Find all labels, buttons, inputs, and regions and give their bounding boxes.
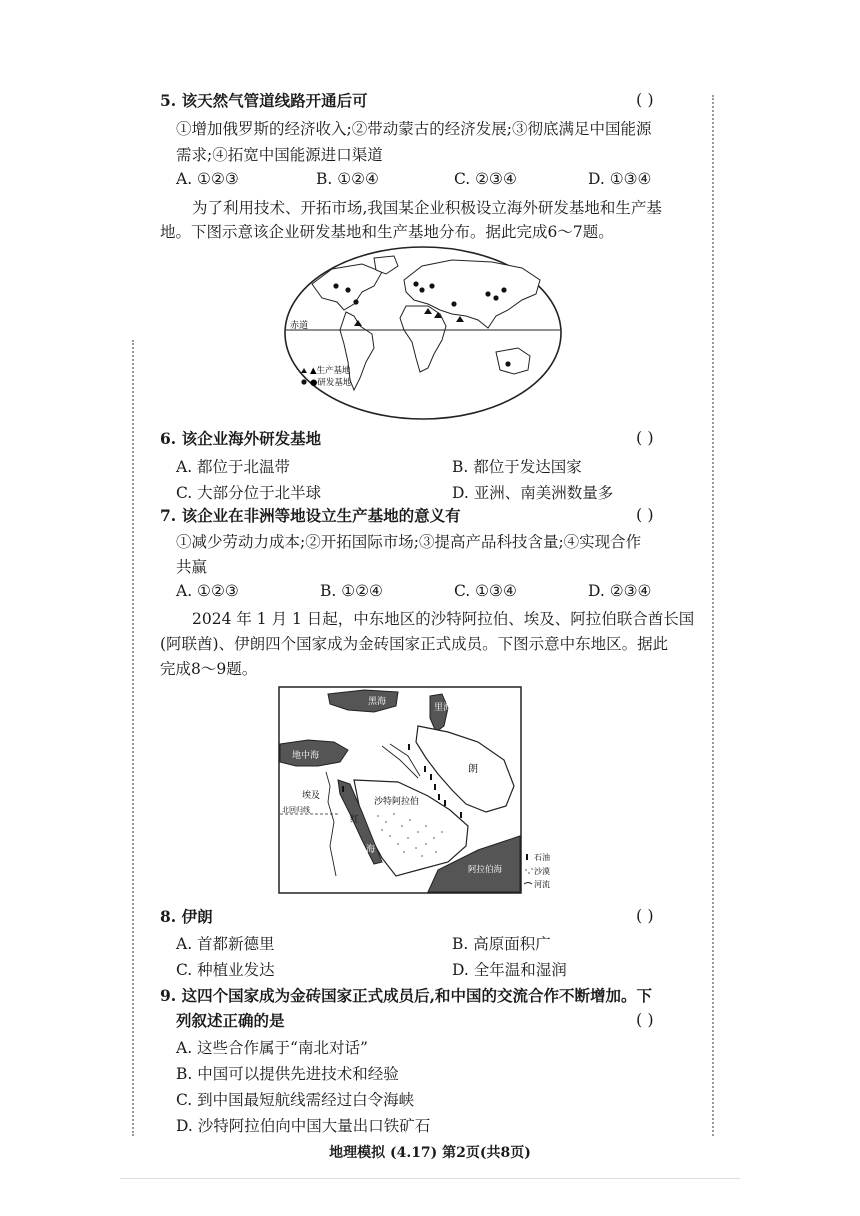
- rd-base-marker: [413, 281, 418, 286]
- q5-choices-line2: 需求;④拓宽中国能源进口渠道: [176, 146, 383, 164]
- oil-marker: [342, 786, 344, 792]
- q6-option-d[interactable]: D. 亚洲、南美洲数量多: [452, 484, 614, 502]
- intro67-line1: 为了利用技术、开拓市场,我国某企业积极设立海外研发基地和生产基: [192, 199, 662, 217]
- desert-dot: [389, 835, 391, 837]
- oil-marker: [438, 794, 440, 800]
- legend-desert-dot: [528, 872, 530, 874]
- desert-dot: [403, 851, 405, 853]
- label-egypt: 埃及: [302, 791, 321, 801]
- q9-stem-line2: 列叙述正确的是: [176, 1011, 285, 1030]
- legend-production: ▲生产基地: [310, 366, 351, 376]
- legend-desert: 沙漠: [534, 867, 550, 876]
- label-red-sea-1: 红: [350, 815, 360, 825]
- q9-option-d[interactable]: D. 沙特阿拉伯向中国大量出口铁矿石: [176, 1117, 431, 1135]
- q5-option-b[interactable]: B. ①②④: [316, 170, 379, 188]
- desert-dot: [415, 847, 417, 849]
- q9-answer-paren[interactable]: ( ): [636, 1010, 654, 1029]
- desert-dot: [385, 821, 387, 823]
- legend-desert-dot: [525, 869, 527, 871]
- q6-option-c[interactable]: C. 大部分位于北半球: [176, 484, 322, 502]
- q7-option-a[interactable]: A. ①②③: [176, 582, 239, 600]
- desert-dot: [425, 825, 427, 827]
- q9-stem-line1: 9. 这四个国家成为金砖国家正式成员后,和中国的交流合作不断增加。下: [160, 986, 652, 1005]
- oil-marker: [408, 744, 410, 750]
- desert-dot: [433, 837, 435, 839]
- desert-dot: [417, 831, 419, 833]
- q6-option-a[interactable]: A. 都位于北温带: [176, 458, 291, 476]
- rd-base-marker: [419, 287, 424, 292]
- q6-answer-paren[interactable]: ( ): [636, 428, 654, 447]
- q7-stem: 7. 该企业在非洲等地设立生产基地的意义有: [160, 506, 461, 525]
- intro67-line2: 地。下图示意该企业研发基地和生产基地分布。据此完成6～7题。: [160, 223, 614, 241]
- footer-divider: [120, 1178, 740, 1179]
- label-red-sea-2: 海: [366, 845, 376, 855]
- q5-choices-line1: ①增加俄罗斯的经济收入;②带动蒙古的经济发展;③彻底满足中国能源: [176, 120, 652, 138]
- q7-option-b[interactable]: B. ①②④: [320, 582, 383, 600]
- q9-option-b[interactable]: B. 中国可以提供先进技术和经验: [176, 1065, 399, 1083]
- legend-desert-dot: [531, 868, 533, 870]
- label-black-sea: 黑海: [368, 697, 387, 707]
- legend-rd-icon: [301, 379, 306, 384]
- oil-marker: [430, 774, 432, 780]
- q5-option-a[interactable]: A. ①②③: [176, 170, 239, 188]
- q9-option-c[interactable]: C. 到中国最短航线需经过白令海峡: [176, 1091, 415, 1109]
- intro89-line3: 完成8～9题。: [160, 660, 258, 678]
- label-saudi: 沙特阿拉伯: [374, 797, 420, 807]
- legend-oil-icon: [526, 854, 528, 860]
- middle-east-map: [278, 686, 568, 896]
- desert-dot: [393, 813, 395, 815]
- q8-stem: 8. 伊朗: [160, 907, 213, 926]
- label-arabian-sea: 阿拉伯海: [468, 865, 503, 875]
- rd-base-marker: [345, 287, 350, 292]
- intro89-line2: (阿联酋)、伊朗四个国家成为金砖国家正式成员。下图示意中东地区。据此: [160, 635, 669, 653]
- equator-label: 赤道: [290, 321, 309, 331]
- desert-dot: [377, 815, 379, 817]
- rd-base-marker: [485, 291, 490, 296]
- desert-dot: [435, 851, 437, 853]
- q5-answer-paren[interactable]: ( ): [636, 90, 654, 109]
- oil-marker: [424, 766, 426, 772]
- desert-dot: [407, 837, 409, 839]
- binding-line-left: [132, 340, 134, 1136]
- label-tropic: 北回归线: [282, 806, 310, 814]
- q8-answer-paren[interactable]: ( ): [636, 906, 654, 925]
- rd-base-marker: [493, 295, 498, 300]
- label-iran: 朗: [468, 764, 478, 775]
- legend-oil: 石油: [534, 853, 550, 862]
- label-mediterranean: 地中海: [292, 751, 320, 761]
- q8-option-b[interactable]: B. 高原面积广: [452, 935, 551, 953]
- oil-marker: [444, 800, 446, 806]
- q7-choices-line1: ①减少劳动力成本;②开拓国际市场;③提高产品科技含量;④实现合作: [176, 533, 642, 551]
- desert-dot: [397, 843, 399, 845]
- rd-base-marker: [451, 301, 456, 306]
- q9-option-a[interactable]: A. 这些合作属于“南北对话”: [176, 1039, 368, 1057]
- desert-dot: [441, 831, 443, 833]
- q8-option-d[interactable]: D. 全年温和湿润: [452, 961, 567, 979]
- q7-answer-paren[interactable]: ( ): [636, 505, 654, 524]
- desert-dot: [425, 843, 427, 845]
- q5-option-d[interactable]: D. ①③④: [588, 170, 652, 188]
- binding-line-right: [712, 95, 714, 1136]
- legend-river-icon: [524, 883, 532, 885]
- legend-desert-icon: [525, 868, 533, 874]
- q7-choices-line2: 共赢: [176, 558, 208, 576]
- legend-river: 河流: [534, 880, 550, 889]
- label-caspian: 里海: [434, 703, 453, 713]
- desert-dot: [421, 855, 423, 857]
- desert-dot: [401, 825, 403, 827]
- intro89-line1: 2024 年 1 月 1 日起，中东地区的沙特阿拉伯、埃及、阿拉伯联合酋长国: [192, 610, 695, 628]
- q5-option-c[interactable]: C. ②③④: [454, 170, 517, 188]
- q6-stem: 6. 该企业海外研发基地: [160, 429, 322, 448]
- q6-option-b[interactable]: B. 都位于发达国家: [452, 458, 582, 476]
- desert-dot: [409, 819, 411, 821]
- q8-option-a[interactable]: A. 首都新德里: [176, 935, 275, 953]
- q5-stem: 5. 该天然气管道线路开通后可: [160, 91, 368, 110]
- q7-option-d[interactable]: D. ②③④: [588, 582, 652, 600]
- rd-base-marker: [353, 299, 358, 304]
- oil-marker: [460, 812, 462, 818]
- q7-option-c[interactable]: C. ①③④: [454, 582, 517, 600]
- rd-base-marker: [429, 283, 434, 288]
- q8-option-c[interactable]: C. 种植业发达: [176, 961, 275, 979]
- rd-base-marker: [505, 361, 510, 366]
- desert-dot: [381, 829, 383, 831]
- oil-marker: [434, 784, 436, 790]
- legend-rd: ●研发基地: [310, 378, 352, 388]
- rd-base-marker: [501, 287, 506, 292]
- rd-base-marker: [333, 283, 338, 288]
- page-footer: 地理模拟 (4.17) 第2页(共8页): [329, 1145, 531, 1161]
- world-map: [282, 244, 564, 422]
